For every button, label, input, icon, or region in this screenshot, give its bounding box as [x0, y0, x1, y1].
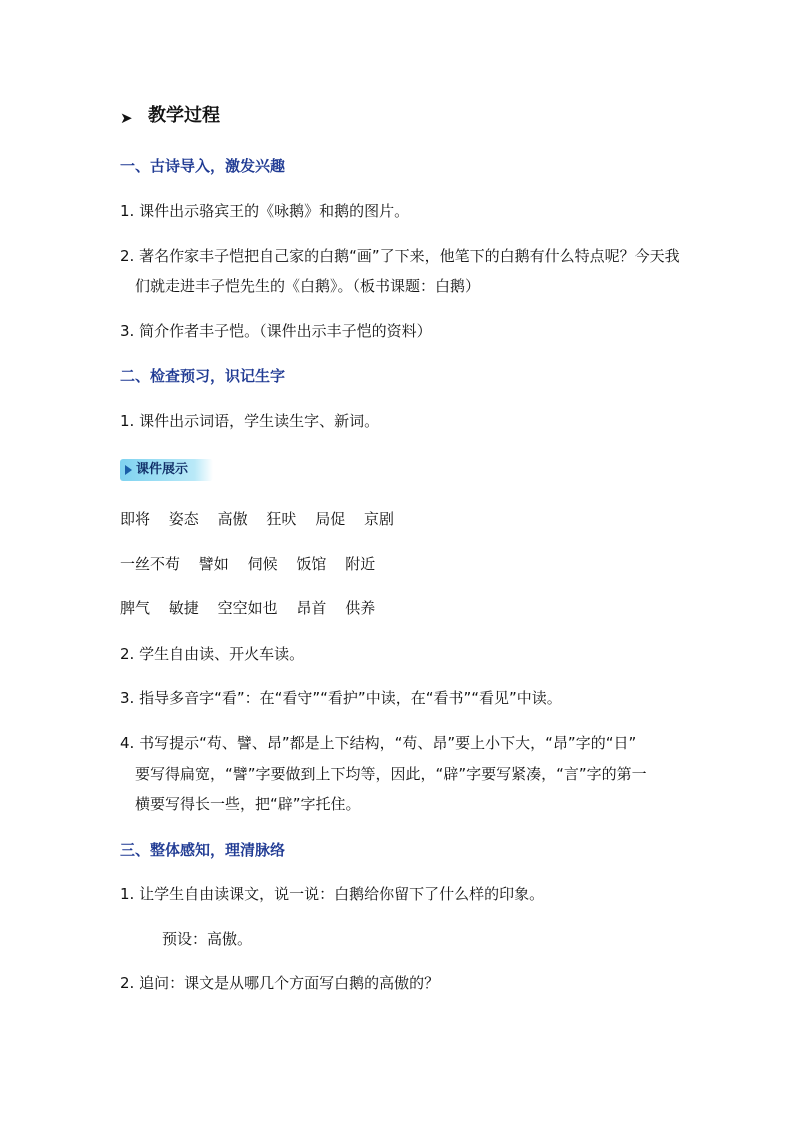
section-2-item-4-cont-2: 横要写得长一些，把“辟”字托住。	[135, 795, 361, 813]
section-1-item-2: 2. 著名作家丰子恺把自己家的白鹅“画”了下来，他笔下的白鹅有什么特点呢？今天我	[120, 247, 680, 265]
bullet-arrow-icon: ➤	[120, 109, 133, 127]
page-heading: 教学过程	[148, 105, 220, 126]
word: 即将	[120, 510, 151, 528]
word: 姿态	[168, 510, 199, 528]
section-3-preset: 预设：高傲。	[162, 930, 253, 948]
play-triangle-icon	[125, 465, 132, 475]
word: 空空如也	[217, 599, 278, 617]
word: 一丝不苟	[120, 555, 181, 573]
word: 敏捷	[168, 599, 199, 617]
word-row-2	[120, 554, 389, 574]
word-row-1	[120, 509, 408, 529]
section-2-item-3: 3. 指导多音字“看”：在“看守”“看护”中读，在“看书”“看见”中读。	[120, 689, 562, 707]
section-1-title: 一、古诗导入，激发兴趣	[120, 157, 286, 175]
word: 伺候	[247, 555, 278, 573]
word: 高傲	[217, 510, 248, 528]
word: 昂首	[296, 599, 327, 617]
section-2-item-4-cont-1: 要写得扁宽，“譬”字要做到上下均等，因此，“辟”字要写紧凑，“言”字的第一	[135, 765, 647, 783]
section-2-item-2: 2. 学生自由读、开火车读。	[120, 645, 305, 663]
section-2-item-1: 1. 课件出示词语，学生读生字、新词。	[120, 412, 380, 430]
word: 供养	[345, 599, 376, 617]
word-row-3	[120, 598, 389, 618]
section-1-item-3: 3. 简介作者丰子恺。（课件出示丰子恺的资料）	[120, 322, 432, 340]
section-3-title: 三、整体感知，理清脉络	[120, 841, 286, 859]
section-2-title: 二、检查预习，识记生字	[120, 367, 286, 385]
courseware-badge-label: 课件展示	[136, 462, 189, 477]
section-3-item-1: 1. 让学生自由读课文，说一说：白鹅给你留下了什么样的印象。	[120, 885, 545, 903]
word: 局促	[315, 510, 346, 528]
section-2-item-4: 4. 书写提示“苟、譬、昂”都是上下结构，“苟、昂”要上小下大，“昂”字的“日”	[120, 734, 637, 752]
word: 京剧	[363, 510, 394, 528]
word: 饭馆	[296, 555, 327, 573]
word: 脾气	[120, 599, 151, 617]
section-1-item-2-cont: 们就走进丰子恺先生的《白鹅》。（板书课题：白鹅）	[135, 277, 481, 295]
word: 狂吠	[266, 510, 297, 528]
word: 譬如	[198, 555, 229, 573]
courseware-badge	[120, 459, 213, 481]
section-1-item-1: 1. 课件出示骆宾王的《咏鹅》和鹅的图片。	[120, 202, 410, 220]
section-3-item-2: 2. 追问：课文是从哪几个方面写白鹅的高傲的？	[120, 974, 440, 992]
word: 附近	[345, 555, 376, 573]
